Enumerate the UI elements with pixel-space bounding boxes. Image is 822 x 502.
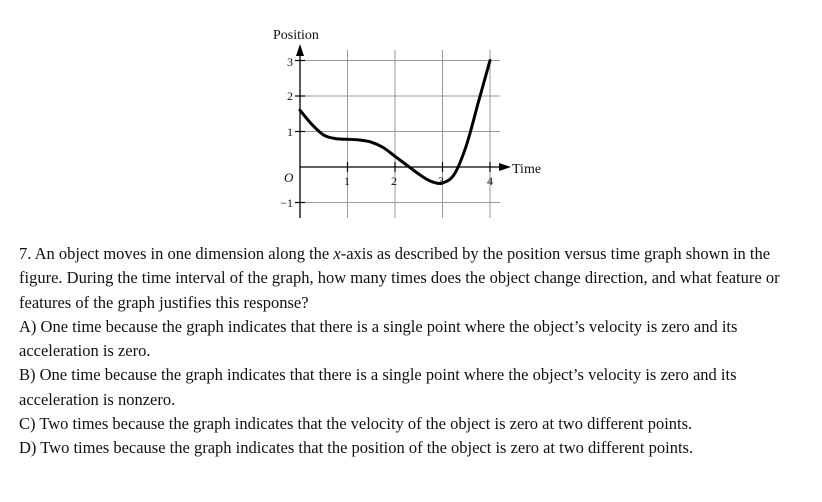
question-stem xyxy=(19,242,809,315)
x-tick-label-1: 1 xyxy=(344,174,350,188)
option-c[interactable]: C) Two times because the graph indicates that the velocity of the object is zero at two different points. xyxy=(19,414,693,434)
y-axis-label: Position xyxy=(273,28,319,43)
option-b[interactable]: B) One time because the graph indicates that there is a single point where the object’s velocity is zero and its acceleration is nonzero. xyxy=(19,365,737,409)
question-stem-variable: x xyxy=(333,244,341,263)
x-axis-label: Time xyxy=(512,162,542,177)
question-stem-prefix: 7. An object moves in one dimension along the xyxy=(19,244,334,263)
position-time-graph xyxy=(0,0,560,230)
x-tick-label-2: 2 xyxy=(391,174,397,188)
question-stem-suffix: -axis as described by the position versus time graph shown in the figure. During the time interval of the graph, how many times does the object change direction, and what feature or features of the graph justifies this response? xyxy=(19,244,780,312)
y-tick-label-1: 1 xyxy=(287,125,293,139)
question-block xyxy=(19,242,809,461)
option-d[interactable]: D) Two times because the graph indicates that the position of the object is zero at two different points. xyxy=(19,438,694,458)
option-a[interactable]: A) One time because the graph indicates that there is a single point where the object’s velocity is zero and its acceleration is zero. xyxy=(19,316,738,361)
x-axis-arrow-icon xyxy=(499,163,511,171)
y-tick-label-2: 2 xyxy=(287,89,293,103)
x-tick-label-3: 3 xyxy=(438,174,444,188)
y-tick-label-minus1: −1 xyxy=(280,196,293,210)
origin-label: O xyxy=(284,170,294,185)
y-axis-arrow-icon xyxy=(296,44,304,56)
x-tick-label-4: 4 xyxy=(487,174,493,188)
y-tick-label-3: 3 xyxy=(287,55,293,69)
